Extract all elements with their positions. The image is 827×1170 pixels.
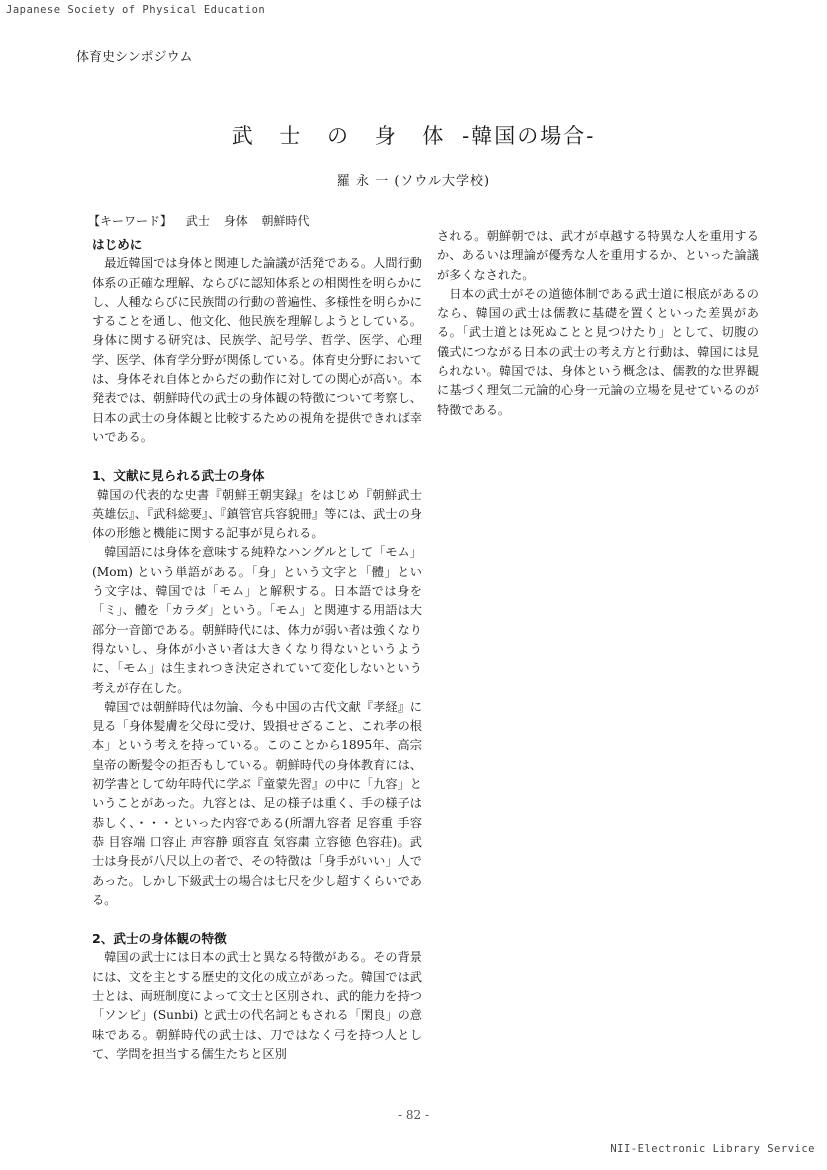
keyword-item: 武士 (185, 214, 210, 228)
keyword-item: 朝鮮時代 (261, 214, 310, 228)
section-heading-1: 1、文献に見られる武士の身体 (92, 468, 265, 484)
paragraph: 韓国語には身体を意味する純粋なハングルとして「モム」(Mom) という単語がある。「身」という文字と「體」という文字は、韓国では「モム」と解釈する。日本語では身を「ミ」、體を「カラダ」という。「モム」と関連する用語は大部分一音節である。朝鮮時代には、体力が弱い者は強くなり得ないし、身体が小さい者は大きくなり得ないというように、「モム」は生まれつき決定されていて変化しないという考えが存在した。 (92, 545, 422, 695)
header-source: Japanese Society of Physical Education (6, 4, 266, 16)
keyword-item: 身体 (223, 214, 248, 228)
footer-source: NII-Electronic Library Service (610, 1143, 815, 1155)
paragraph-split: 韓国の武士には日本の武士と異なる特徴がある。その背景には、文を主とする歴史的文化の成立があった。韓国では武士とは、両班制度によって文士と区別され、武的能力を持つ「ソンビ」(Sunbi) と武士の代名詞ともされる「閑良」の意味である。朝鮮時代の武士は、刀ではなく弓を持つ人として、学問を担当する儒生たちと区別 (92, 950, 422, 1061)
section-heading-2: 2、武士の身体観の特徴 (92, 931, 227, 947)
paragraph: 韓国では朝鮮時代は勿論、今も中国の古代文献『孝経』に見る「身体髪膚を父母に受け、毀損せざること、これ孝の根本」という考えを持っている。このことから1895年、高宗皇帝の断髪令の拒否もしている。朝鮮時代の身体教育には、初学書として幼年時代に学ぶ『童蒙先習』の中に「九容」ということがあった。九容とは、足の様子は重く、手の様子は恭しく、・・・といった内容である(所謂九容者 足容重 手容恭 目容端 口容止 声容静 頭容直 気容粛 立容徳 色容荘)。武士は身長が八尺以上の者で、その特徴は「身手がいい」人であった。しかし下級武士の場合は七尺を少し超すくらいである。 (92, 699, 422, 907)
series-title: 体育史シンポジウム (76, 50, 193, 65)
paragraph: 韓国の代表的な史書『朝鮮王朝実録』をはじめ『朝鮮武士英雄伝』、『武科総要』、『鎮管官兵容貌冊』等には、武士の身体の形態と機能に関する記事が見られる。 (92, 487, 422, 541)
paragraph-continued: される。朝鮮朝では、武才が卓越する特異な人を重用するか、あるいは理論が優秀な人を重用するか、といった論議が多くなされた。 (437, 229, 759, 282)
right-column (437, 227, 759, 420)
paper-title (0, 120, 827, 150)
paragraph: 日本の武士がその道徳体制である武士道に根底があるのなら、韓国の武士は儒教に基礎を置くといった差異がある。「武士道とは死ぬことと見つけたり」として、切腹の儀式につながる日本の武士の考え方と行動は、韓国には見られない。韓国では、身体という概念は、儒教的な世界観に基づく理気二元論的心身一元論の立場を見せているのが特徴である。 (437, 286, 759, 417)
title-sub: -韓国の場合- (462, 124, 596, 148)
author-line: 羅 永 一 (ソウル大学校) (336, 174, 491, 189)
title-main: 武 士 の 身 体 (231, 124, 454, 148)
paragraph: 最近韓国では身体と関連した論議が活発である。人間行動体系の正確な理解、ならびに認知体系との相関性を明らかにし、人種ならびに民族間の行動の普遍性、多様性を明らかにすることを通し、他文化、他民族を理解しようとしている。身体に関する研究は、民族学、記号学、哲学、医学、心理学、医学、体育学分野が関係している。体育史分野においては、身体それ自体とからだの動作に対しての関心が高い。本発表では、朝鮮時代の武士の身体観の特徴について考察し、日本の武士の身体観と比較するための視角を提供できれば幸いである。 (92, 256, 422, 444)
keywords-label: 【キーワード】 (88, 214, 173, 228)
page-number: - 82 - (397, 1108, 429, 1122)
keywords (88, 212, 320, 229)
section-heading-intro: はじめに (92, 237, 143, 252)
left-column (92, 235, 422, 1064)
